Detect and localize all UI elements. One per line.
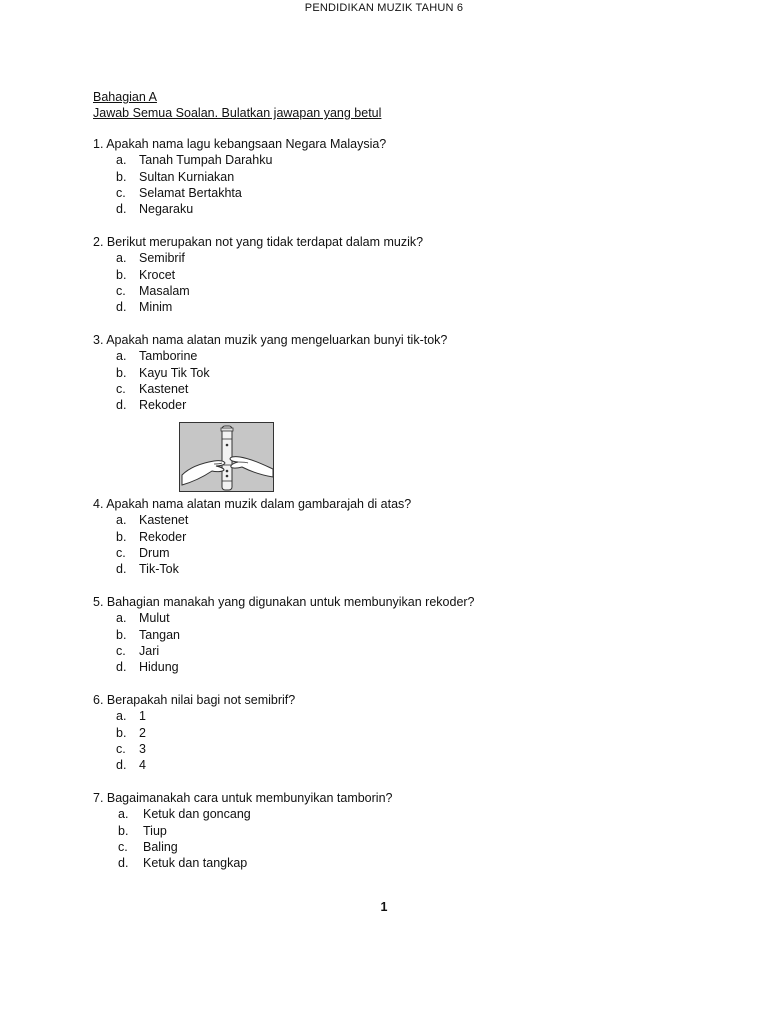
option-letter: b. [116,169,127,184]
option-list [93,512,411,577]
option-list [93,708,295,773]
option-text: 4 [139,758,146,773]
option-letter: a. [116,349,127,364]
page-header-title: PENDIDIKAN MUZIK TAHUN 6 [304,2,464,14]
option-b[interactable] [93,529,411,545]
question-6 [93,692,295,773]
option-b[interactable] [93,823,392,839]
option-text: Masalam [139,283,190,298]
option-text: Tiup [143,823,167,838]
option-text: Kastenet [139,513,189,528]
option-a[interactable] [93,152,386,168]
option-c[interactable] [93,545,411,561]
option-letter: b. [116,365,127,380]
option-letter: c. [116,741,126,756]
option-text: 3 [139,741,146,756]
section-instruction: Jawab Semua Soalan. Bulatkan jawapan yang betul [93,106,382,120]
section-heading [93,89,381,121]
question-text: 5. Bahagian manakah yang digunakan untuk membunyikan rekoder? [93,595,475,609]
question-text: 4. Apakah nama alatan muzik dalam gambarajah di atas? [93,497,412,511]
option-a[interactable] [93,806,392,822]
option-letter: b. [116,627,127,642]
recorder-hands-icon [180,423,274,492]
option-letter: b. [118,823,129,838]
option-text: Semibrif [139,251,185,266]
option-letter: d. [116,300,127,315]
option-text: Ketuk dan goncang [143,807,251,822]
option-a[interactable] [93,610,475,626]
option-list [93,348,447,413]
option-list [93,250,423,315]
option-letter: a. [116,709,127,724]
option-b[interactable] [93,725,295,741]
option-c[interactable] [93,381,447,397]
option-d[interactable] [93,561,411,577]
option-letter: c. [116,545,126,560]
option-letter: a. [116,153,127,168]
option-d[interactable] [93,397,447,413]
option-list [93,610,475,675]
question-7 [93,790,392,871]
option-text: Kayu Tik Tok [139,365,210,380]
option-text: Baling [143,839,178,854]
option-c[interactable] [93,839,392,855]
option-d[interactable] [93,201,386,217]
option-b[interactable] [93,169,386,185]
option-text: Sultan Kurniakan [139,169,235,184]
option-c[interactable] [93,185,386,201]
option-letter: d. [116,758,127,773]
option-text: Hidung [139,660,179,675]
option-d[interactable] [93,757,295,773]
page-number: 1 [380,900,388,914]
option-letter: d. [116,398,127,413]
option-a[interactable] [93,708,295,724]
option-d[interactable] [93,299,423,315]
option-letter: a. [116,611,127,626]
option-letter: a. [116,513,127,528]
option-letter: c. [116,185,126,200]
option-letter: d. [116,202,127,217]
option-letter: b. [116,529,127,544]
option-text: Negaraku [139,202,194,217]
option-letter: c. [116,381,126,396]
option-letter: a. [116,251,127,266]
option-text: Drum [139,545,170,560]
option-a[interactable] [93,512,411,528]
option-a[interactable] [93,250,423,266]
option-letter: b. [116,267,127,282]
option-text: Tamborine [139,349,198,364]
question-text: 3. Apakah nama alatan muzik yang mengeluarkan bunyi tik-tok? [93,333,448,347]
recorder-figure [179,422,274,492]
option-text: Selamat Bertakhta [139,185,242,200]
option-b[interactable] [93,365,447,381]
option-list [93,806,392,871]
option-text: Tik-Tok [139,562,179,577]
option-text: Tangan [139,627,181,642]
option-c[interactable] [93,643,475,659]
option-letter: d. [118,856,129,871]
option-text: Jari [139,643,160,658]
question-text: 2. Berikut merupakan not yang tidak terdapat dalam muzik? [93,235,424,249]
option-text: Ketuk dan tangkap [143,856,248,871]
option-b[interactable] [93,627,475,643]
option-text: Krocet [139,267,176,282]
question-1 [93,136,386,217]
option-b[interactable] [93,267,423,283]
question-text: 6. Berapakah nilai bagi not semibrif? [93,693,296,707]
option-text: 2 [139,725,146,740]
option-letter: c. [116,283,126,298]
option-text: 1 [139,709,146,724]
option-letter: a. [118,807,129,822]
option-letter: d. [116,660,127,675]
option-text: Mulut [139,611,170,626]
question-text: 1. Apakah nama lagu kebangsaan Negara Malaysia? [93,137,387,151]
option-text: Tanah Tumpah Darahku [139,153,273,168]
option-text: Minim [139,300,173,315]
option-letter: b. [116,725,127,740]
option-text: Kastenet [139,381,189,396]
option-c[interactable] [93,741,295,757]
option-d[interactable] [93,659,475,675]
option-letter: c. [118,839,128,854]
question-2 [93,234,423,315]
option-d[interactable] [93,855,392,871]
option-text: Rekoder [139,529,187,544]
section-title: Bahagian A [93,90,157,104]
option-a[interactable] [93,348,447,364]
option-text: Rekoder [139,398,187,413]
question-5 [93,594,475,675]
question-text: 7. Bagaimanakah cara untuk membunyikan tamborin? [93,791,393,805]
question-4 [93,496,411,577]
option-list [93,152,386,217]
option-c[interactable] [93,283,423,299]
question-3 [93,332,447,413]
option-letter: c. [116,643,126,658]
option-letter: d. [116,562,127,577]
